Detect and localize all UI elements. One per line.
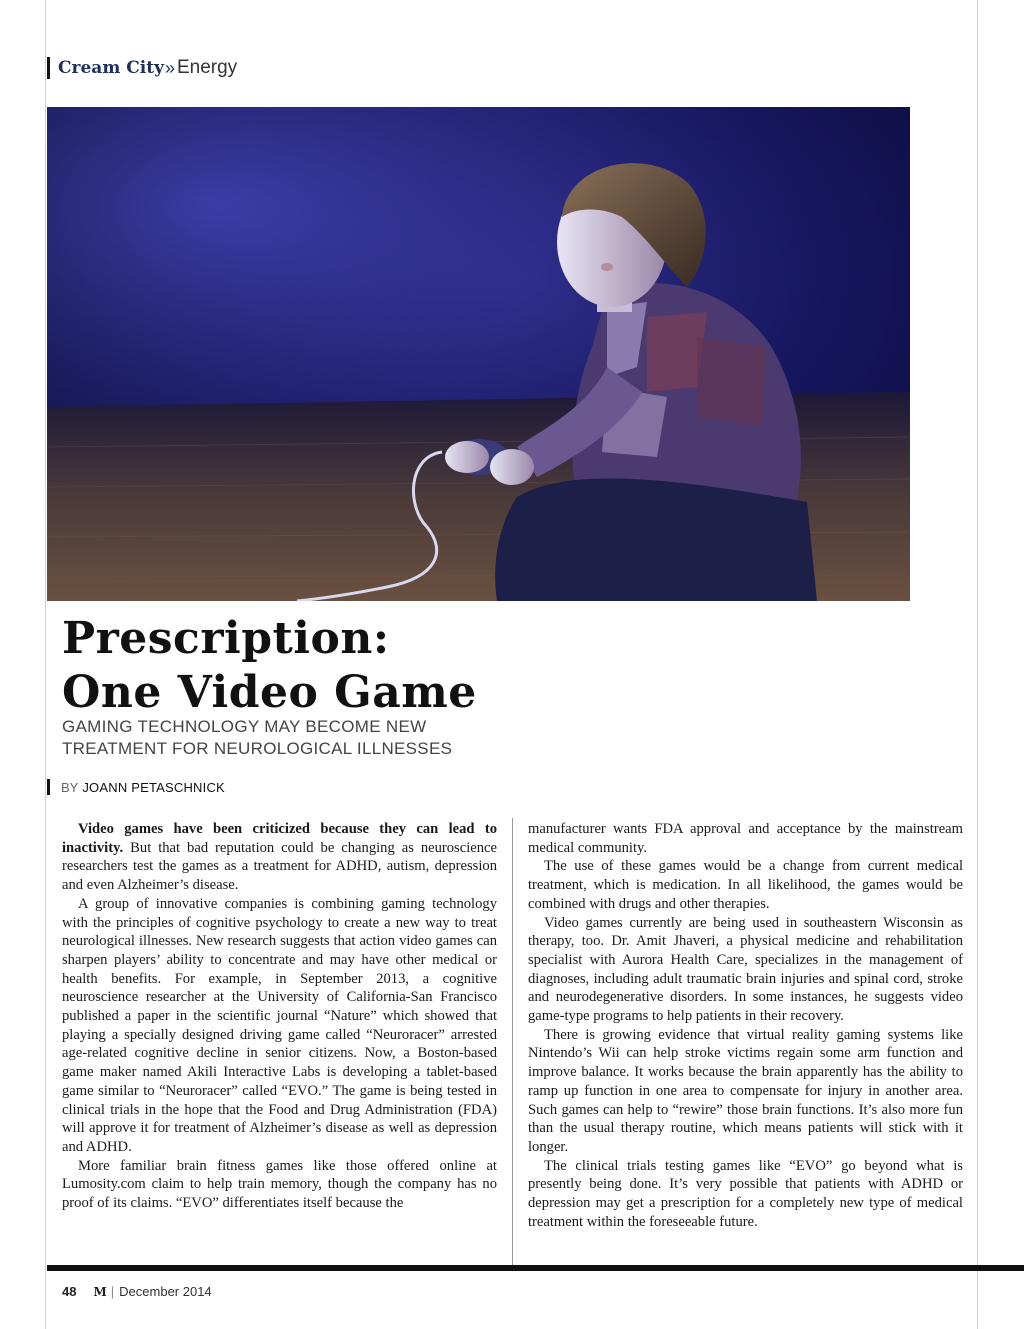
byline-prefix: BY bbox=[61, 779, 79, 795]
body-paragraph: More familiar brain fitness games like those offered online at Lumosity.com claim to help train memory, though the company has no proof of its claims. “EVO” differentiates itself because the bbox=[62, 1157, 497, 1212]
column-divider bbox=[512, 818, 513, 1266]
page-edge-right bbox=[977, 0, 978, 1329]
body-paragraph: There is growing evidence that virtual reality gaming systems like Nintendo’s Wii can help stroke victims regain some arm function and improve balance. It works because the brain apparently has the ability to ramp up function in one area to compensate for injury in another area. Such games can help to “rewire” those brain functions. It’s also more fun than the usual therapy routine, which means patients will stick with it longer. bbox=[528, 1026, 963, 1155]
page-footer bbox=[62, 1284, 212, 1299]
lead-paragraph-text: But that bad reputation could be changing as neuroscience researchers test the games as a treatment for ADHD, autism, depression and even Alzheimer’s disease. bbox=[62, 839, 497, 894]
footer-rule bbox=[47, 1265, 1024, 1271]
body-paragraph: The clinical trials testing games like “EVO” go beyond what is presently being done. It’s very possible that patients with ADHD or depression may get a prescription for a completely new type of medical treatment within the foreseeable future. bbox=[528, 1157, 963, 1230]
byline bbox=[47, 779, 225, 795]
body-paragraph: A group of innovative companies is combining gaming technology with the principles of cognitive psychology to create a new way to treat neurological illnesses. New research suggests that action video games can sharpen players’ ability to concentrate and may have other medical or health benefits. For example, in September 2013, a cognitive neuroscience researcher at the University of California-San Francisco published a paper in the scientific journal “Nature” which showed that playing a specially designed driving game called “Neuroracer” arrested age-related cognitive decline in senior citizens. Now, a Boston-based game maker named Akili Interactive Labs is developing a tablet-based game similar to “Neuroracer” called “EVO.” The game is being tested in clinical trials in the hope that the Food and Drug Administration (FDA) will approve it for treatment of Alzheimer’s disease as well as depression and ADHD. bbox=[62, 895, 497, 1155]
page-number: 48 bbox=[62, 1284, 77, 1299]
section-topic: Energy bbox=[176, 57, 238, 78]
body-column-left bbox=[62, 820, 497, 1213]
author-name: JOANN PETASCHNICK bbox=[82, 779, 225, 795]
section-name: Cream City bbox=[58, 58, 164, 78]
child-gaming-illustration bbox=[47, 107, 910, 601]
magazine-logo: M bbox=[93, 1284, 107, 1299]
article-headline bbox=[62, 612, 477, 720]
body-paragraph bbox=[62, 820, 497, 895]
section-header bbox=[47, 56, 237, 80]
body-paragraph: Video games currently are being used in southeastern Wisconsin as therapy, too. Dr. Amit Jhaveri, a physical medicine and rehabilitation specialist with Aurora Health Care, specializes in the management of diagnoses, including adult traumatic brain injuries and spinal cord, stroke and neurodegenerative disorders. In some instances, he suggests video game-type programs to help patients in their recovery. bbox=[528, 914, 963, 1025]
dek-line-1: GAMING TECHNOLOGY MAY BECOME NEW bbox=[62, 717, 427, 736]
body-paragraph-continued: manufacturer wants FDA approval and acceptance by the mainstream medical community. bbox=[528, 821, 963, 856]
header-rule bbox=[47, 57, 50, 79]
footer-separator: | bbox=[110, 1284, 115, 1299]
lead-sentence: Video games have been criticized because they can lead to inactivity. bbox=[62, 821, 497, 856]
headline-line-1: Prescription: bbox=[62, 613, 390, 664]
issue-date: December 2014 bbox=[119, 1284, 212, 1299]
article-dek bbox=[62, 716, 452, 760]
lead-photo bbox=[47, 107, 910, 601]
section-chevron: » bbox=[164, 57, 175, 78]
byline-rule bbox=[47, 779, 50, 795]
dek-line-2: TREATMENT FOR NEUROLOGICAL ILLNESSES bbox=[62, 739, 453, 758]
page-edge-left bbox=[45, 0, 46, 1329]
body-column-right bbox=[528, 820, 963, 1231]
body-paragraph: The use of these games would be a change from current medical treatment, which is medication. In all likelihood, the games would be combined with drugs and other therapies. bbox=[528, 858, 963, 912]
headline-line-2: One Video Game bbox=[62, 667, 477, 718]
